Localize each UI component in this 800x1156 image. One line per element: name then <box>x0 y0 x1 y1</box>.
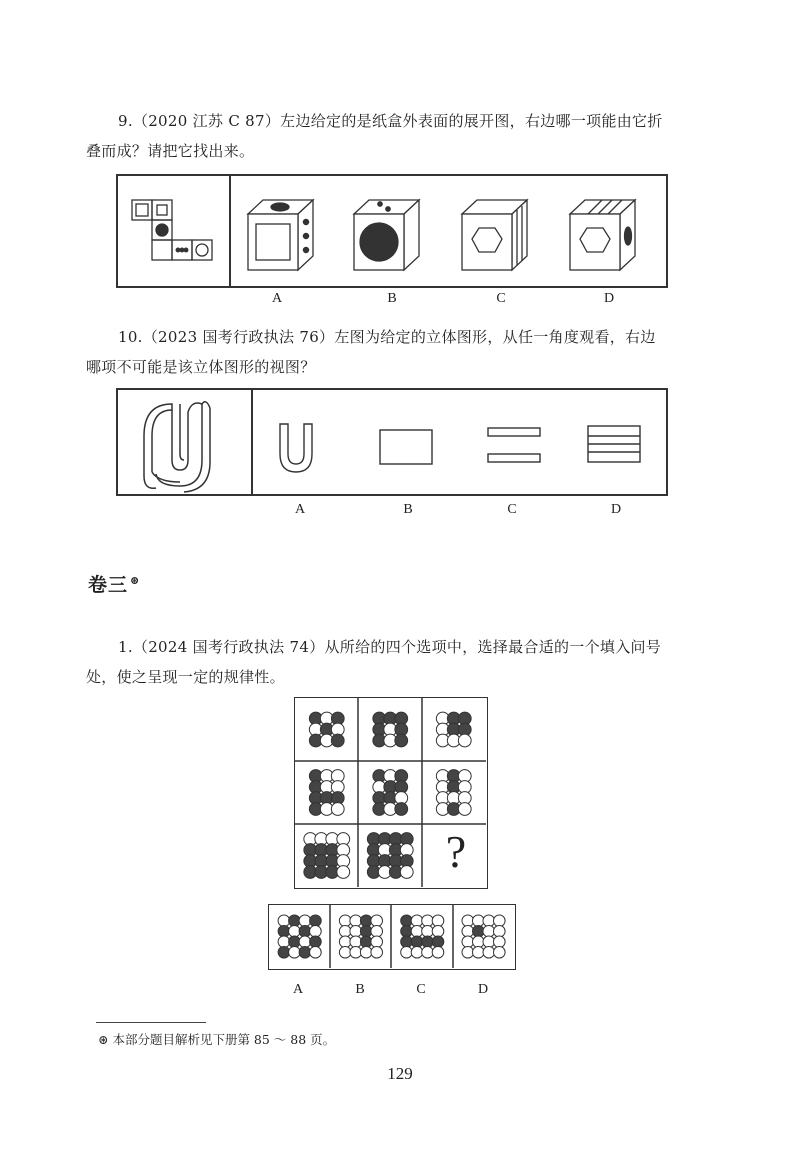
q9-line2: 叠而成？请把它找出来。 <box>86 142 255 160</box>
q10-figure-drawing <box>118 390 666 494</box>
q10-solid-u <box>144 402 210 492</box>
q9-text <box>86 106 698 166</box>
page-number: 129 <box>387 1064 413 1083</box>
q9-figure-drawing <box>118 176 666 286</box>
puzzle-cell-circles <box>367 833 413 879</box>
q1-options-drawing <box>269 905 514 968</box>
q9-line1: 9.（2020 江苏 C 87）左边给定的是纸盒外表面的展开图，右边哪一项能由它折 <box>118 112 663 130</box>
q10-option-b-shape <box>380 430 432 464</box>
q9-option-d-label: D <box>603 291 615 306</box>
puzzle-cell-circles <box>436 770 471 816</box>
option-circles <box>462 915 505 958</box>
option-circles <box>401 915 444 958</box>
q1-option-c-label: C <box>416 982 426 997</box>
q1-text <box>86 632 698 692</box>
q1-options-row <box>268 904 516 970</box>
puzzle-cell-circles <box>373 770 408 816</box>
q1-option-b-label: B <box>355 982 365 997</box>
q1-option-a-label: A <box>292 982 304 997</box>
footnote-rule <box>96 1022 206 1023</box>
puzzle-cell-circles <box>309 712 344 747</box>
puzzle-cell-circles <box>373 712 408 747</box>
q1-option-d-label: D <box>477 982 489 997</box>
q10-option-c-shape <box>488 428 540 462</box>
section-title-text: 卷三 <box>88 574 129 596</box>
q10-option-b-label: B <box>403 502 413 517</box>
q10-option-d-shape <box>588 426 640 462</box>
q9-option-b-cube <box>354 200 419 270</box>
q10-text <box>86 322 698 382</box>
q10-figure <box>116 388 668 496</box>
q10-option-c-label: C <box>507 502 517 517</box>
q10-option-a-shape <box>280 424 312 472</box>
q10-line2: 哪项不可能是该立体图形的视图？ <box>86 358 316 376</box>
q9-option-a-label: A <box>271 291 283 306</box>
q9-option-a-cube <box>248 200 313 270</box>
q9-option-d-cube <box>570 200 635 270</box>
q9-net <box>132 200 212 260</box>
section-title <box>88 570 140 597</box>
option-circles <box>278 915 321 958</box>
q1-question-mark: ? <box>445 826 467 877</box>
q9-option-c-label: C <box>496 291 506 306</box>
section-footnote-mark: ⊛ <box>130 573 141 587</box>
puzzle-cell-circles <box>309 770 344 816</box>
q9-option-c-cube <box>462 200 527 270</box>
q10-option-d-label: D <box>610 502 622 517</box>
q10-line1: 10.（2023 国考行政执法 76）左图为给定的立体图形，从任一角度观看，右边 <box>118 328 656 346</box>
option-circles <box>339 915 382 958</box>
q9-figure <box>116 174 668 288</box>
q1-line2: 处，使之呈现一定的规律性。 <box>86 668 285 686</box>
q1-line1: 1.（2024 国考行政执法 74）从所给的四个选项中，选择最合适的一个填入问号 <box>118 638 662 656</box>
footnote: ⊛ 本部分题目解析见下册第 85 ～ 88 页。 <box>98 1032 336 1047</box>
puzzle-cell-circles <box>436 712 471 747</box>
q10-option-a-label: A <box>294 502 306 517</box>
q9-option-b-label: B <box>387 291 397 306</box>
puzzle-cell-circles <box>304 833 350 879</box>
